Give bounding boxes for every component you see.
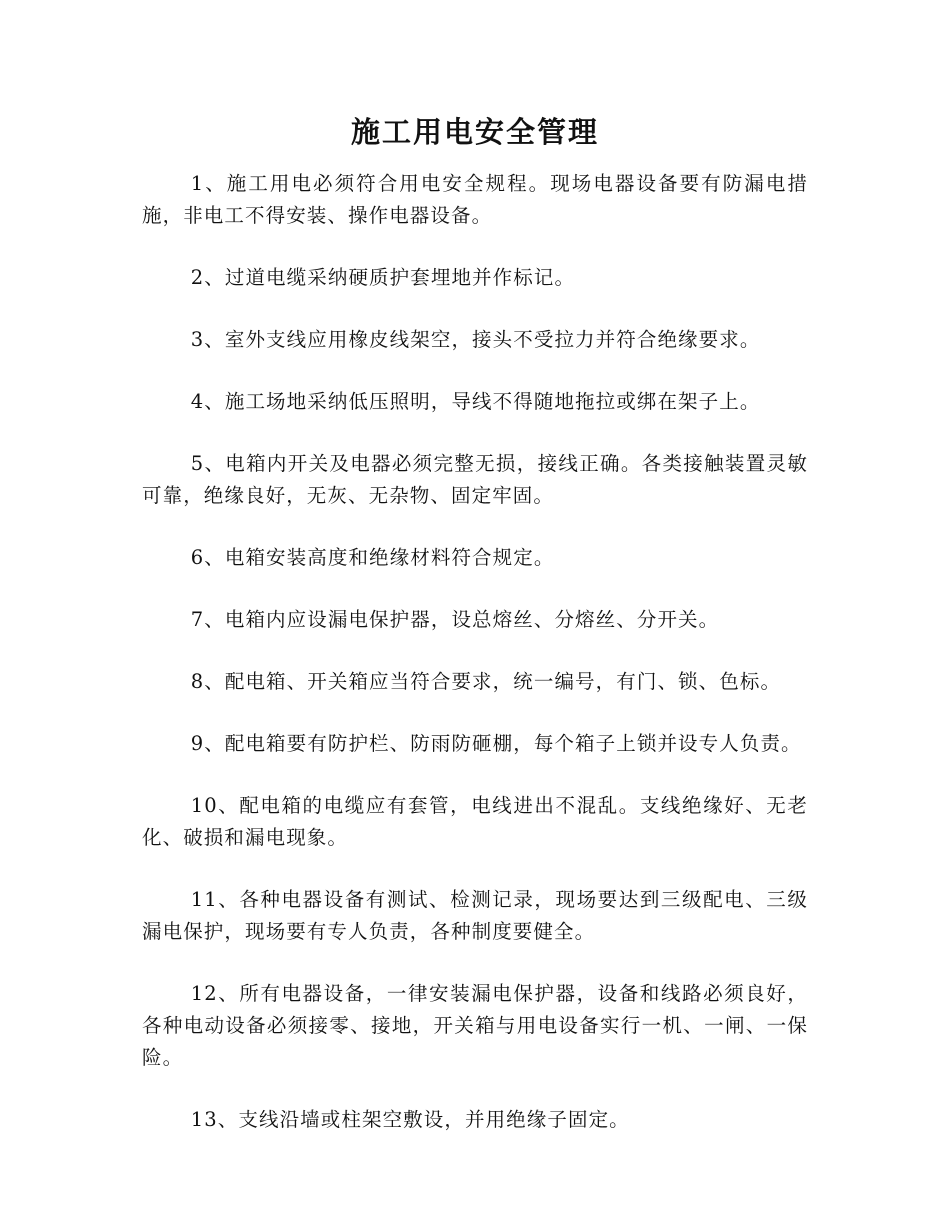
paragraph-13: 13、支线沿墙或柱架空敷设，并用绝缘子固定。 — [190, 1108, 630, 1131]
paragraph-6: 6、电箱安装高度和绝缘材料符合规定。 — [190, 546, 555, 569]
paragraph-2: 2、过道电缆采纳硬质护套埋地并作标记。 — [190, 266, 576, 289]
paragraph-4: 4、施工场地采纳低压照明，导线不得随地拖拉或绑在架子上。 — [190, 390, 761, 413]
paragraph-3: 3、室外支线应用橡皮线架空，接头不受拉力并符合绝缘要求。 — [190, 328, 761, 351]
paragraph-10: 10、配电箱的电缆应有套管，电线进出不混乱。支线绝缘好、无老化、破损和漏电现象。 — [142, 794, 808, 849]
page-title: 施工用电安全管理 — [350, 115, 599, 149]
paragraph-8: 8、配电箱、开关箱应当符合要求，统一编号，有门、锁、色标。 — [190, 670, 782, 693]
paragraph-11: 11、各种电器设备有测试、检测记录，现场要达到三级配电、三级漏电保护，现场要有专人负责，各种制度要健全。 — [142, 888, 808, 943]
paragraph-12: 12、所有电器设备，一律安装漏电保护器，设备和线路必须良好，各种电动设备必须接零、接地，开关箱与用电设备实行一机、一闸、一保险。 — [142, 982, 808, 1069]
document-body — [142, 168, 808, 1136]
paragraph-9: 9、配电箱要有防护栏、防雨防砸棚，每个箱子上锁并设专人负责。 — [190, 732, 802, 755]
paragraph-7: 7、电箱内应设漏电保护器，设总熔丝、分熔丝、分开关。 — [190, 608, 720, 631]
paragraph-1: 1、施工用电必须符合用电安全规程。现场电器设备要有防漏电措施，非电工不得安装、操作电器设备。 — [142, 172, 808, 227]
paragraph-5: 5、电箱内开关及电器必须完整无损，接线正确。各类接触装置灵敏可靠，绝缘良好，无灰、无杂物、固定牢固。 — [142, 452, 808, 507]
